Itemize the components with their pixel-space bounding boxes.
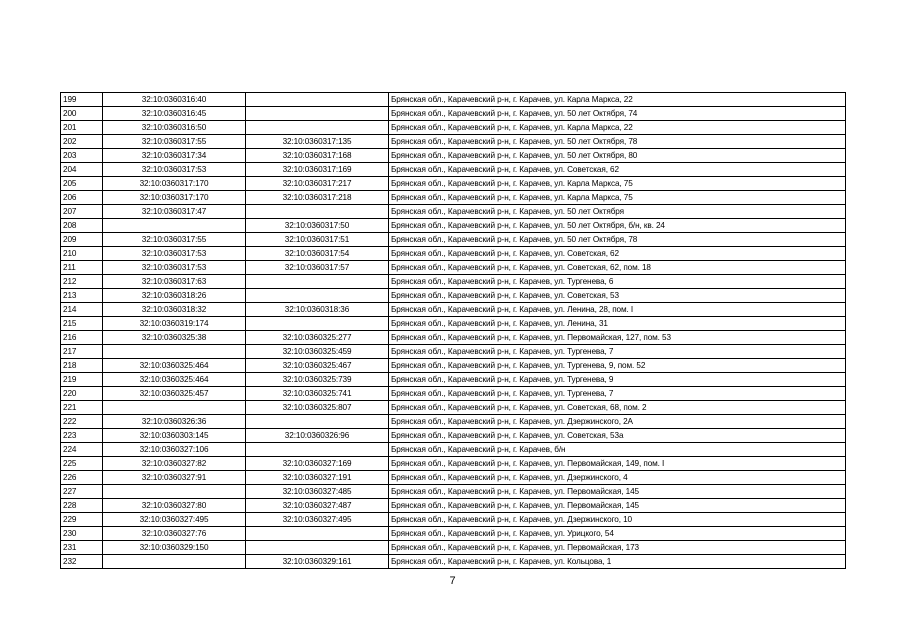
table-row: [61, 485, 846, 499]
table-row: [61, 177, 846, 191]
row-number-cell: 213: [61, 289, 103, 303]
building-cadastral-number-cell: [246, 527, 389, 541]
land-cadastral-number-cell: 32:10:0360327:495: [103, 513, 246, 527]
table-row: [61, 541, 846, 555]
row-number-cell: 207: [61, 205, 103, 219]
table-row: [61, 289, 846, 303]
building-cadastral-number-cell: 32:10:0360325:807: [246, 401, 389, 415]
address-cell: Брянская обл., Карачевский р-н, г. Карачев, ул. Ленина, 28, пом. I: [389, 303, 846, 317]
row-number-cell: 217: [61, 345, 103, 359]
row-number-cell: 209: [61, 233, 103, 247]
row-number-cell: 212: [61, 275, 103, 289]
building-cadastral-number-cell: 32:10:0360317:54: [246, 247, 389, 261]
table-row: [61, 527, 846, 541]
building-cadastral-number-cell: 32:10:0360317:57: [246, 261, 389, 275]
building-cadastral-number-cell: [246, 275, 389, 289]
land-cadastral-number-cell: 32:10:0360317:63: [103, 275, 246, 289]
table-row: [61, 275, 846, 289]
building-cadastral-number-cell: 32:10:0360325:739: [246, 373, 389, 387]
building-cadastral-number-cell: [246, 289, 389, 303]
building-cadastral-number-cell: [246, 121, 389, 135]
row-number-cell: 210: [61, 247, 103, 261]
row-number-cell: 229: [61, 513, 103, 527]
address-cell: Брянская обл., Карачевский р-н, г. Карачев, ул. Советская, 62: [389, 247, 846, 261]
building-cadastral-number-cell: 32:10:0360325:277: [246, 331, 389, 345]
land-cadastral-number-cell: 32:10:0360303:145: [103, 429, 246, 443]
land-cadastral-number-cell: 32:10:0360327:82: [103, 457, 246, 471]
table-row: [61, 471, 846, 485]
building-cadastral-number-cell: 32:10:0360327:487: [246, 499, 389, 513]
address-cell: Брянская обл., Карачевский р-н, г. Карачев, ул. Тургенева, 9: [389, 373, 846, 387]
table-row: [61, 233, 846, 247]
land-cadastral-number-cell: 32:10:0360317:47: [103, 205, 246, 219]
land-cadastral-number-cell: 32:10:0360316:50: [103, 121, 246, 135]
table-row: [61, 359, 846, 373]
table-row: [61, 135, 846, 149]
row-number-cell: 215: [61, 317, 103, 331]
row-number-cell: 201: [61, 121, 103, 135]
address-cell: Брянская обл., Карачевский р-н, г. Карачев, б/н: [389, 443, 846, 457]
land-cadastral-number-cell: 32:10:0360327:76: [103, 527, 246, 541]
address-cell: Брянская обл., Карачевский р-н, г. Карачев, ул. Тургенева, 6: [389, 275, 846, 289]
address-cell: Брянская обл., Карачевский р-н, г. Карачев, ул. Кольцова, 1: [389, 555, 846, 569]
table-row: [61, 219, 846, 233]
registry-table-body: [61, 93, 846, 569]
row-number-cell: 226: [61, 471, 103, 485]
land-cadastral-number-cell: 32:10:0360325:464: [103, 373, 246, 387]
table-row: [61, 191, 846, 205]
address-cell: Брянская обл., Карачевский р-н, г. Карачев, ул. Ленина, 31: [389, 317, 846, 331]
row-number-cell: 223: [61, 429, 103, 443]
table-row: [61, 373, 846, 387]
property-registry-table: [60, 92, 846, 569]
page-number: 7: [449, 575, 456, 587]
land-cadastral-number-cell: 32:10:0360329:150: [103, 541, 246, 555]
address-cell: Брянская обл., Карачевский р-н, г. Карачев, ул. Карла Маркса, 75: [389, 191, 846, 205]
land-cadastral-number-cell: 32:10:0360325:464: [103, 359, 246, 373]
table-row: [61, 415, 846, 429]
row-number-cell: 227: [61, 485, 103, 499]
land-cadastral-number-cell: 32:10:0360318:26: [103, 289, 246, 303]
building-cadastral-number-cell: 32:10:0360317:218: [246, 191, 389, 205]
address-cell: Брянская обл., Карачевский р-н, г. Карачев, ул. Карла Маркса, 22: [389, 93, 846, 107]
land-cadastral-number-cell: [103, 345, 246, 359]
land-cadastral-number-cell: 32:10:0360317:34: [103, 149, 246, 163]
land-cadastral-number-cell: [103, 555, 246, 569]
table-row: [61, 121, 846, 135]
building-cadastral-number-cell: [246, 443, 389, 457]
land-cadastral-number-cell: 32:10:0360325:38: [103, 331, 246, 345]
land-cadastral-number-cell: 32:10:0360326:36: [103, 415, 246, 429]
row-number-cell: 231: [61, 541, 103, 555]
land-cadastral-number-cell: 32:10:0360327:106: [103, 443, 246, 457]
building-cadastral-number-cell: 32:10:0360317:168: [246, 149, 389, 163]
table-row: [61, 457, 846, 471]
building-cadastral-number-cell: 32:10:0360327:495: [246, 513, 389, 527]
building-cadastral-number-cell: [246, 317, 389, 331]
building-cadastral-number-cell: 32:10:0360329:161: [246, 555, 389, 569]
address-cell: Брянская обл., Карачевский р-н, г. Карачев, ул. Карла Маркса, 75: [389, 177, 846, 191]
building-cadastral-number-cell: [246, 107, 389, 121]
building-cadastral-number-cell: 32:10:0360317:169: [246, 163, 389, 177]
address-cell: Брянская обл., Карачевский р-н, г. Карачев, ул. 50 лет Октября, 74: [389, 107, 846, 121]
building-cadastral-number-cell: 32:10:0360325:459: [246, 345, 389, 359]
table-row: [61, 499, 846, 513]
row-number-cell: 220: [61, 387, 103, 401]
address-cell: Брянская обл., Карачевский р-н, г. Карачев, ул. Советская, 68, пом. 2: [389, 401, 846, 415]
land-cadastral-number-cell: 32:10:0360317:53: [103, 261, 246, 275]
address-cell: Брянская обл., Карачевский р-н, г. Карачев, ул. Советская, 53а: [389, 429, 846, 443]
address-cell: Брянская обл., Карачевский р-н, г. Карачев, ул. Тургенева, 7: [389, 345, 846, 359]
address-cell: Брянская обл., Карачевский р-н, г. Карачев, ул. Первомайская, 145: [389, 499, 846, 513]
address-cell: Брянская обл., Карачевский р-н, г. Карачев, ул. Первомайская, 173: [389, 541, 846, 555]
land-cadastral-number-cell: 32:10:0360317:170: [103, 191, 246, 205]
address-cell: Брянская обл., Карачевский р-н, г. Карачев, ул. Дзержинского, 10: [389, 513, 846, 527]
table-row: [61, 331, 846, 345]
address-cell: Брянская обл., Карачевский р-н, г. Карачев, ул. Советская, 53: [389, 289, 846, 303]
table-row: [61, 387, 846, 401]
address-cell: Брянская обл., Карачевский р-н, г. Карачев, ул. 50 лет Октября, 80: [389, 149, 846, 163]
row-number-cell: 214: [61, 303, 103, 317]
row-number-cell: 206: [61, 191, 103, 205]
land-cadastral-number-cell: 32:10:0360327:80: [103, 499, 246, 513]
row-number-cell: 211: [61, 261, 103, 275]
building-cadastral-number-cell: 32:10:0360325:467: [246, 359, 389, 373]
address-cell: Брянская обл., Карачевский р-н, г. Карачев, ул. Дзержинского, 2А: [389, 415, 846, 429]
row-number-cell: 216: [61, 331, 103, 345]
building-cadastral-number-cell: 32:10:0360317:135: [246, 135, 389, 149]
address-cell: Брянская обл., Карачевский р-н, г. Карачев, ул. 50 лет Октября, 78: [389, 135, 846, 149]
land-cadastral-number-cell: 32:10:0360316:45: [103, 107, 246, 121]
land-cadastral-number-cell: 32:10:0360319:174: [103, 317, 246, 331]
table-row: [61, 443, 846, 457]
row-number-cell: 200: [61, 107, 103, 121]
land-cadastral-number-cell: 32:10:0360316:40: [103, 93, 246, 107]
row-number-cell: 204: [61, 163, 103, 177]
building-cadastral-number-cell: 32:10:0360325:741: [246, 387, 389, 401]
row-number-cell: 232: [61, 555, 103, 569]
row-number-cell: 225: [61, 457, 103, 471]
building-cadastral-number-cell: 32:10:0360317:50: [246, 219, 389, 233]
address-cell: Брянская обл., Карачевский р-н, г. Карачев, ул. Урицкого, 54: [389, 527, 846, 541]
building-cadastral-number-cell: 32:10:0360317:51: [246, 233, 389, 247]
land-cadastral-number-cell: 32:10:0360317:53: [103, 247, 246, 261]
row-number-cell: 224: [61, 443, 103, 457]
building-cadastral-number-cell: [246, 415, 389, 429]
address-cell: Брянская обл., Карачевский р-н, г. Карачев, ул. 50 лет Октября: [389, 205, 846, 219]
table-row: [61, 429, 846, 443]
address-cell: Брянская обл., Карачевский р-н, г. Карачев, ул. Дзержинского, 4: [389, 471, 846, 485]
table-row: [61, 401, 846, 415]
table-row: [61, 317, 846, 331]
row-number-cell: 230: [61, 527, 103, 541]
address-cell: Брянская обл., Карачевский р-н, г. Карачев, ул. Первомайская, 145: [389, 485, 846, 499]
table-row: [61, 513, 846, 527]
row-number-cell: 219: [61, 373, 103, 387]
row-number-cell: 203: [61, 149, 103, 163]
row-number-cell: 208: [61, 219, 103, 233]
table-row: [61, 555, 846, 569]
land-cadastral-number-cell: 32:10:0360317:170: [103, 177, 246, 191]
land-cadastral-number-cell: 32:10:0360318:32: [103, 303, 246, 317]
row-number-cell: 222: [61, 415, 103, 429]
table-row: [61, 163, 846, 177]
table-row: [61, 149, 846, 163]
land-cadastral-number-cell: 32:10:0360317:55: [103, 233, 246, 247]
building-cadastral-number-cell: 32:10:0360327:485: [246, 485, 389, 499]
building-cadastral-number-cell: 32:10:0360327:169: [246, 457, 389, 471]
address-cell: Брянская обл., Карачевский р-н, г. Карачев, ул. Карла Маркса, 22: [389, 121, 846, 135]
table-row: [61, 261, 846, 275]
row-number-cell: 228: [61, 499, 103, 513]
land-cadastral-number-cell: 32:10:0360327:91: [103, 471, 246, 485]
building-cadastral-number-cell: [246, 205, 389, 219]
row-number-cell: 218: [61, 359, 103, 373]
address-cell: Брянская обл., Карачевский р-н, г. Карачев, ул. 50 лет Октября, б/н, кв. 24: [389, 219, 846, 233]
building-cadastral-number-cell: [246, 541, 389, 555]
land-cadastral-number-cell: 32:10:0360317:53: [103, 163, 246, 177]
table-row: [61, 205, 846, 219]
land-cadastral-number-cell: 32:10:0360325:457: [103, 387, 246, 401]
building-cadastral-number-cell: 32:10:0360317:217: [246, 177, 389, 191]
building-cadastral-number-cell: 32:10:0360327:191: [246, 471, 389, 485]
address-cell: Брянская обл., Карачевский р-н, г. Карачев, ул. Тургенева, 9, пом. 52: [389, 359, 846, 373]
table-row: [61, 247, 846, 261]
building-cadastral-number-cell: 32:10:0360326:96: [246, 429, 389, 443]
land-cadastral-number-cell: [103, 219, 246, 233]
row-number-cell: 221: [61, 401, 103, 415]
table-row: [61, 107, 846, 121]
row-number-cell: 202: [61, 135, 103, 149]
building-cadastral-number-cell: 32:10:0360318:36: [246, 303, 389, 317]
address-cell: Брянская обл., Карачевский р-н, г. Карачев, ул. Первомайская, 127, пом. 53: [389, 331, 846, 345]
land-cadastral-number-cell: [103, 485, 246, 499]
table-row: [61, 303, 846, 317]
building-cadastral-number-cell: [246, 93, 389, 107]
land-cadastral-number-cell: [103, 401, 246, 415]
address-cell: Брянская обл., Карачевский р-н, г. Карачев, ул. Первомайская, 149, пом. I: [389, 457, 846, 471]
table-row: [61, 345, 846, 359]
row-number-cell: 205: [61, 177, 103, 191]
land-cadastral-number-cell: 32:10:0360317:55: [103, 135, 246, 149]
address-cell: Брянская обл., Карачевский р-н, г. Карачев, ул. Тургенева, 7: [389, 387, 846, 401]
address-cell: Брянская обл., Карачевский р-н, г. Карачев, ул. Советская, 62, пом. 18: [389, 261, 846, 275]
table-row: [61, 93, 846, 107]
address-cell: Брянская обл., Карачевский р-н, г. Карачев, ул. Советская, 62: [389, 163, 846, 177]
address-cell: Брянская обл., Карачевский р-н, г. Карачев, ул. 50 лет Октября, 78: [389, 233, 846, 247]
row-number-cell: 199: [61, 93, 103, 107]
